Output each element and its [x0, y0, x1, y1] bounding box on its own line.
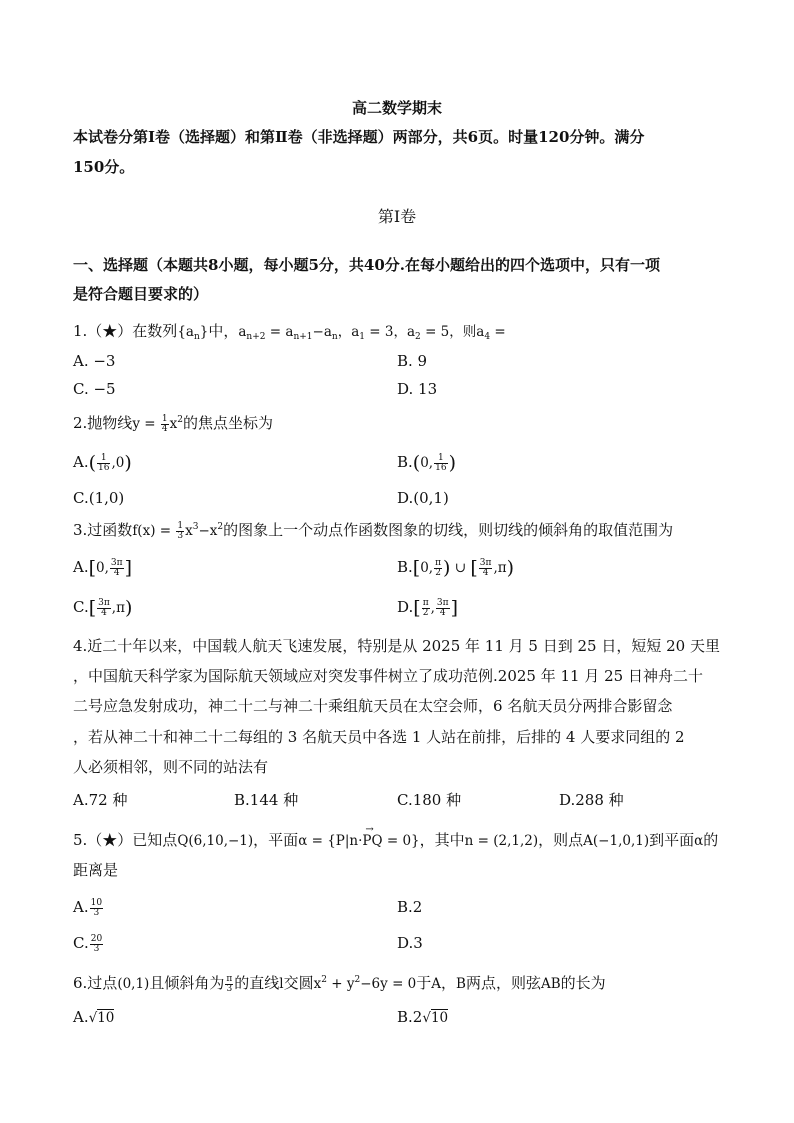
- q1-option-d: D. 13: [397, 380, 438, 398]
- question-2: 2.抛物线y = $\frac{1}{4}$ $x^2$的焦点坐标为: [73, 413, 273, 434]
- intro-line-2: 150分。: [73, 158, 135, 176]
- intro-line-1: 本试卷分第Ⅰ卷（选择题）和第Ⅱ卷（非选择题）两部分，共6页。时量120分钟。满分: [73, 128, 645, 146]
- q2-option-d: D.(0,1): [397, 489, 449, 507]
- q4-option-b: B.144 种: [234, 791, 299, 809]
- q3-option-a: A.[0, $\frac{3\pi}{4}$ ]: [73, 557, 132, 579]
- q6-option-b: B.2√10: [397, 1008, 449, 1026]
- q1-option-c: C. −5: [73, 380, 116, 398]
- q3-option-d: D.[ $\frac{\pi}{2}$ , $\frac{3\pi}{4}$ ]: [397, 597, 458, 619]
- q3-option-c: C.[ $\frac{3\pi}{4}$ ,π): [73, 597, 133, 619]
- q2-option-c: C.(1,0): [73, 489, 125, 507]
- q5-option-a: A. $\frac{10}{3}$: [73, 897, 103, 918]
- q5-option-c: C. $\frac{20}{3}$: [73, 933, 103, 954]
- question-5-line-2: 距离是: [73, 861, 119, 879]
- q3-option-b: B.[0, $\frac{\pi}{2}$ ) ∪ [ $\frac{3\pi}{4}$ ,π): [397, 557, 515, 579]
- q4-option-a: A.72 种: [73, 791, 128, 809]
- page-title: 高二数学期末: [351, 99, 442, 117]
- q5-option-b: B.2: [397, 898, 423, 916]
- sqrt-icon: √: [422, 1010, 431, 1026]
- question-4-line-4: ，若从神二十和神二十二每组的 3 名航天员中各选 1 人站在前排，后排的 4 人要求同组的 2: [73, 728, 685, 746]
- q1-option-a: A. −3: [73, 352, 116, 370]
- volume-heading: 第Ⅰ卷: [377, 207, 417, 226]
- question-4-line-5: 人必须相邻，则不同的站法有: [73, 758, 269, 776]
- question-4-line-3: 二号应急发射成功，神二十二与神二十乘组航天员在太空会师，6 名航天员分两排合影留念: [73, 697, 673, 715]
- q2-option-b: B.(0, $\frac{1}{16}$ ): [397, 452, 456, 474]
- section-heading-line-1: 一、选择题（本题共8小题，每小题5分，共40分.在每小题给出的四个选项中，只有一项: [73, 256, 660, 274]
- question-4-line-2: ，中国航天科学家为国际航天领域应对突发事件树立了成功范例.2025 年 11 月 25 日神舟二十: [73, 667, 703, 685]
- q4-option-d: D.288 种: [559, 791, 624, 809]
- q2-option-a: A.( $\frac{1}{16}$ ,0): [73, 452, 132, 474]
- question-3: 3.过函数f(x) = $\frac{1}{3}$ $x^3-x^2$的图象上一个动点作函数图象的切线，则切线的倾斜角的取值范围为: [73, 520, 674, 541]
- sqrt-icon: √: [88, 1010, 98, 1026]
- section-heading-line-2: 是符合题目要求的）: [73, 285, 209, 303]
- q6-option-a: A.√10: [73, 1008, 115, 1026]
- q4-option-c: C.180 种: [397, 791, 462, 809]
- question-5-line-1: 5.（★）已知点Q(6,10,−1)，平面α = {P|n· → PQ = 0}，其中n = (2,1,2)，则点A(−1,0,1)到平面α的: [73, 830, 718, 851]
- vector-arrow-icon: →: [365, 824, 374, 835]
- question-1: 1.（★）在数列$\{a_n\}$中，$a_{n+2} = a_{n+1}-a_n$，$a_1 = 3$，$a_2 = 5$，则$a_4$ =: [73, 322, 506, 342]
- question-6: 6.过点(0,1)且倾斜角为 $\frac{\pi}{3}$ 的直线l交圆$x^2 + y^2-6y = 0$于A，B两点，则弦AB的长为: [73, 973, 606, 994]
- q1-option-b: B. 9: [397, 352, 428, 370]
- q5-option-d: D.3: [397, 934, 423, 952]
- question-4-line-1: 4.近二十年以来，中国载人航天飞速发展，特别是从 2025 年 11 月 5 日到 25 日，短短 20 天里: [73, 637, 720, 655]
